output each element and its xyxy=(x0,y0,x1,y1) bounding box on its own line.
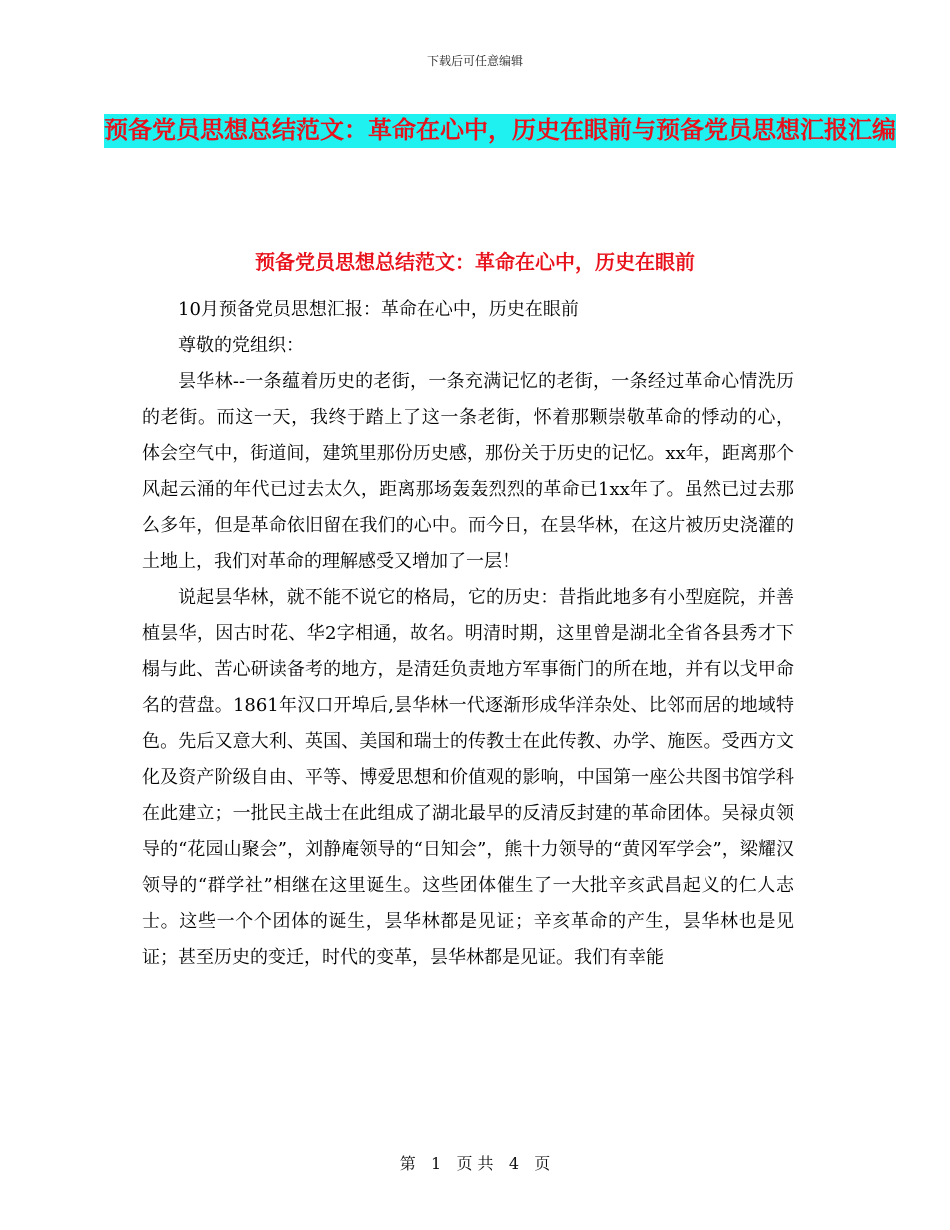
page-middle: 页 共 xyxy=(456,1154,494,1173)
body-paragraph-heading: 10月预备党员思想汇报：革命在心中，历史在眼前 xyxy=(178,299,579,320)
body-paragraph-salutation: 尊敬的党组织： xyxy=(178,335,304,356)
page-number-total: 4 xyxy=(508,1154,520,1173)
page-number-current: 1 xyxy=(430,1154,442,1173)
page-prefix: 第 xyxy=(399,1154,416,1173)
body-paragraph: 昙华林--一条蕴着历史的老街，一条充满记忆的老街，一条经过革命心情洗历的老街。而这一天，我终于踏上了这一条老街，怀着那颗崇敬革命的悸动的心， 体会空气中，街道间，建筑里那份历史感，那份关于历史的记忆。xx年，距离那个风起云涌的年代已过去太久，距离那场轰轰烈烈的革命已1xx年了。虽然已过去那么多年，但是革命依旧留在我们的心中。而今日，在昙华林，在这片被历史浇灌的土地上，我们对革命的理解感受又增加了一层！ xyxy=(142,371,794,572)
document-body xyxy=(142,292,794,976)
body-paragraph: 说起昙华林，就不能不说它的格局，它的历史：昔指此地多有小型庭院，并善植昙华，因古时花、华2字相通，故名。明清时期，这里曾是湖北全省各县秀才下榻与此、苦心研读备考的地方，是清廷负责地方军事衙门的所在地，并有以戈甲命名的营盘。1861年汉口开埠后,昙华林一代逐渐形成华洋杂处、比邻而居的地域特色。先后又意大利、英国、美国和瑞士的传教士在此传教、办学、施医。受西方文化及资产阶级自由、平等、博爱思想和价值观的影响，中国第一座公共图书馆学科在此建立；一批民主战士在此组成了湖北最早的反清反封建的革命团体。吴禄贞领导的“花园山聚会”，刘静庵领导的“日知会”，熊十力领导的“黄冈军学会”，梁耀汉领导的“群学社”相继在这里诞生。这些团体催生了一大批辛亥武昌起义的仁人志士。这些一个个团体的诞生，昙华林都是见证；辛亥革命的产生，昙华林也是见证；甚至历史的变迁，时代的变革，昙华林都是见证。我们有幸能 xyxy=(142,587,794,968)
document-title xyxy=(100,108,900,152)
page-suffix: 页 xyxy=(534,1154,551,1173)
section-title: 预备党员思想总结范文：革命在心中，历史在眼前 xyxy=(255,250,695,274)
document-title-text: 预备党员思想总结范文：革命在心中，历史在眼前与预备党员思想汇报汇编 xyxy=(104,114,896,148)
header-note: 下载后可任意编辑 xyxy=(426,54,523,68)
page-footer xyxy=(0,1153,950,1175)
